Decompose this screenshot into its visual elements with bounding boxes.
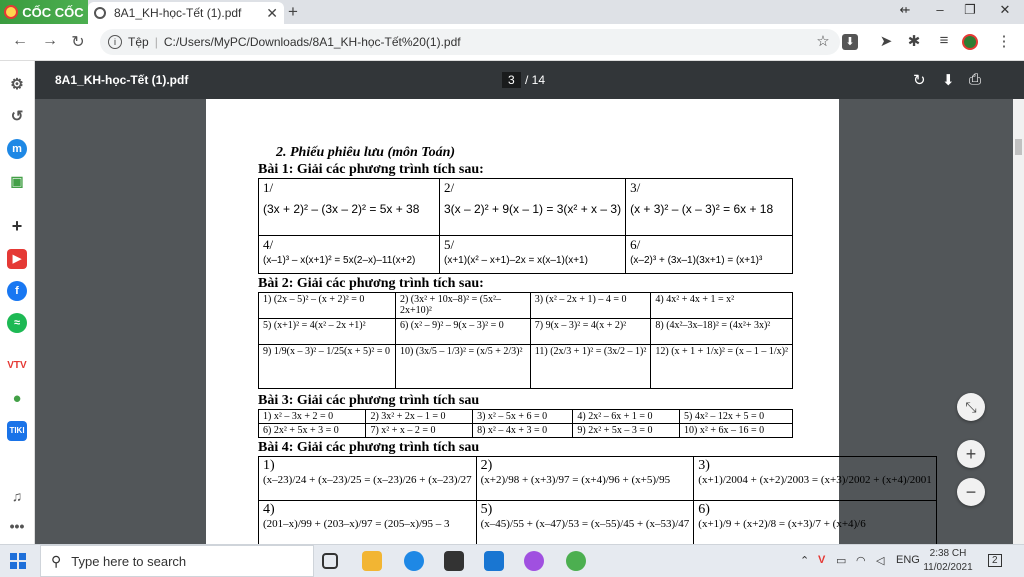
- clock-time: 2:38 CH: [929, 548, 967, 559]
- table-cell: 1) (x–23)/24 + (x–23)/25 = (x–23)/26 + (x–23)/27: [259, 457, 477, 501]
- pdf-toolbar: [35, 61, 1024, 99]
- coccoc-green-icon[interactable]: ●: [12, 390, 22, 407]
- url-text: C:/Users/MyPC/Downloads/8A1_KH-học-Tết%20(1).pdf: [163, 35, 461, 49]
- table-cell: 3) x² – 5x + 6 = 0: [473, 410, 573, 424]
- table-cell: 3) (x+1)/2004 + (x+2)/2003 = (x+3)/2002 + (x+4)/2001: [694, 457, 936, 501]
- store-icon[interactable]: [444, 551, 464, 571]
- navigation-bar: [0, 24, 1024, 61]
- exercise-3-table: [258, 409, 793, 438]
- separator: |: [154, 35, 158, 49]
- clock-date: 11/02/2021: [923, 562, 973, 573]
- tiki-icon[interactable]: TIKI: [7, 421, 27, 441]
- new-tab-button[interactable]: +: [288, 2, 298, 21]
- table-cell: 10) (3x/5 – 1/3)² = (x/5 + 2/3)²: [395, 345, 530, 389]
- menu-dots-icon[interactable]: ⋮: [996, 33, 1012, 50]
- table-cell: 6) (x² – 9)² – 9(x – 3)² = 0: [395, 319, 530, 345]
- settings-gear-icon[interactable]: ⚙: [10, 76, 24, 93]
- language-indicator[interactable]: ENG: [896, 554, 920, 566]
- extensions-puzzle-icon[interactable]: ✱: [907, 33, 921, 50]
- table-cell: 12) (x + 1 + 1/x)² = (x – 1 – 1/x)²: [651, 345, 793, 389]
- media-queue-icon[interactable]: ≡: [939, 32, 949, 49]
- mail-icon[interactable]: [484, 551, 504, 571]
- exercise-4-table: [258, 456, 937, 544]
- vertical-scrollbar[interactable]: [1013, 99, 1024, 544]
- search-icon: ⚲: [51, 552, 62, 569]
- table-cell: 2) (3x² + 10x–8)² = (5x²– 2x+10)²: [395, 293, 530, 319]
- vtv-icon[interactable]: VTV: [7, 360, 27, 371]
- table-cell: 6) (x+1)/9 + (x+2)/8 = (x+3)/7 + (x+4)/6: [694, 501, 936, 545]
- page-total: / 14: [525, 73, 546, 87]
- exercise-2-table: [258, 292, 793, 389]
- edge-icon[interactable]: [404, 551, 424, 571]
- messenger-taskbar-icon[interactable]: [524, 551, 544, 571]
- history-icon[interactable]: ↺: [10, 108, 24, 125]
- table-cell: 7) 9(x – 3)² = 4(x + 2)²: [530, 319, 651, 345]
- taskbar-search-box[interactable]: [40, 545, 314, 577]
- tab-pdf[interactable]: [88, 2, 284, 24]
- table-cell: 8) (4x²–3x–18)² = (4x²+ 3x)²: [651, 319, 793, 345]
- notification-bell-icon[interactable]: ♫: [11, 488, 23, 504]
- table-cell: 2) (x+2)/98 + (x+3)/97 = (x+4)/96 + (x+5)/95: [476, 457, 694, 501]
- exercise-3-title: Bài 3: Giải các phương trình tích sau: [258, 393, 480, 408]
- table-cell: 5) 4x² – 12x + 5 = 0: [679, 410, 792, 424]
- table-cell: 9) 2x² + 5x – 3 = 0: [573, 424, 680, 438]
- bookmark-star-icon[interactable]: ☆: [816, 33, 830, 50]
- battery-icon[interactable]: ▭: [836, 555, 847, 567]
- table-cell: 6) 2x² + 5x + 3 = 0: [259, 424, 366, 438]
- table-cell: 2/ 3(x – 2)² + 9(x – 1) = 3(x² + x – 3): [440, 179, 626, 236]
- globe-icon: [94, 7, 106, 19]
- table-cell: 4/ (x–1)³ – x(x+1)² = 5x(2–x)–11(x+2): [259, 236, 440, 274]
- spotify-icon[interactable]: ≈: [7, 313, 27, 333]
- table-cell: 4) (201–x)/99 + (203–x)/97 = (205–x)/95 – 3: [259, 501, 477, 545]
- tab-title: 8A1_KH-học-Tết (1).pdf: [114, 6, 242, 20]
- notification-center-icon[interactable]: 2: [988, 554, 1002, 567]
- table-cell: 5) (x+1)² = 4(x² – 2x +1)²: [259, 319, 396, 345]
- zoom-out-button[interactable]: −: [957, 478, 985, 506]
- search-placeholder: Type here to search: [71, 553, 187, 569]
- brand-label: CỐC CỐC: [22, 4, 84, 20]
- coccoc-logo-icon: [4, 5, 18, 19]
- back-arrow-icon[interactable]: ←: [12, 32, 28, 49]
- table-cell: 9) 1/9(x – 3)² – 1/25(x + 5)² = 0: [259, 345, 396, 389]
- tab-search-icon[interactable]: ⇷: [899, 2, 911, 17]
- reload-icon[interactable]: ↻: [71, 34, 85, 51]
- table-cell: 3) (x² – 2x + 1) – 4 = 0: [530, 293, 651, 319]
- table-cell: 5/ (x+1)(x² – x+1)–2x = x(x–1)(x+1): [440, 236, 626, 274]
- exercise-1-table: [258, 178, 793, 274]
- fit-page-icon[interactable]: ⤡: [957, 393, 985, 421]
- wifi-icon[interactable]: ◠: [856, 555, 866, 567]
- scrollbar-thumb[interactable]: [1015, 139, 1022, 155]
- table-cell: 1/ (3x + 2)² – (3x – 2)² = 5x + 38: [259, 179, 440, 236]
- file-explorer-icon[interactable]: [362, 551, 382, 571]
- rotate-icon[interactable]: ↻: [913, 72, 926, 89]
- coccoc-taskbar-icon[interactable]: [566, 551, 586, 571]
- exercise-2-title: Bài 2: Giải các phương trình tích sau:: [258, 276, 484, 291]
- add-sidebar-item-icon[interactable]: +: [11, 216, 23, 236]
- table-cell: 1) x² – 3x + 2 = 0: [259, 410, 366, 424]
- download-icon[interactable]: ⬇: [842, 34, 858, 50]
- info-icon[interactable]: i: [108, 35, 122, 49]
- table-cell: 4) 2x² – 6x + 1 = 0: [573, 410, 680, 424]
- section-heading: 2. Phiếu phiêu lưu (môn Toán): [276, 145, 456, 160]
- antivirus-tray-icon[interactable]: V: [818, 554, 826, 566]
- table-cell: 8) x² – 4x + 3 = 0: [473, 424, 573, 438]
- more-icon[interactable]: •••: [9, 518, 25, 534]
- table-cell: 7) x² + x – 2 = 0: [366, 424, 473, 438]
- volume-icon[interactable]: ◁: [876, 555, 885, 567]
- table-cell: 2) 3x² + 2x – 1 = 0: [366, 410, 473, 424]
- download-icon[interactable]: ⬇: [942, 72, 955, 89]
- table-cell: 3/ (x + 3)² – (x – 3)² = 6x + 18: [626, 179, 793, 236]
- window-close-button[interactable]: ✕: [999, 2, 1011, 17]
- pdf-title: 8A1_KH-học-Tết (1).pdf: [55, 73, 189, 87]
- coccoc-brand-button[interactable]: [0, 0, 88, 24]
- table-cell: 1) (2x – 5)² – (x + 2)² = 0: [259, 293, 396, 319]
- print-icon[interactable]: ⎙: [969, 71, 982, 88]
- tab-strip: [0, 0, 1024, 24]
- game-controller-icon[interactable]: ▣: [10, 173, 24, 189]
- youtube-icon[interactable]: ▶: [7, 249, 27, 269]
- exercise-4-title: Bài 4: Giải các phương trình tích sau: [258, 440, 480, 455]
- pdf-viewer[interactable]: [35, 99, 1013, 544]
- table-cell: 11) (2x/3 + 1)² = (3x/2 – 1)²: [530, 345, 651, 389]
- send-icon[interactable]: ➤: [879, 33, 893, 50]
- windows-taskbar: [0, 544, 1024, 577]
- forward-arrow-icon[interactable]: →: [42, 32, 58, 49]
- address-bar[interactable]: [100, 29, 840, 55]
- minimize-button[interactable]: –: [936, 2, 944, 17]
- table-cell: 6/ (x–2)³ + (3x–1)(3x+1) = (x+1)³: [626, 236, 793, 274]
- facebook-icon[interactable]: f: [7, 281, 27, 301]
- table-cell: 4) 4x² + 4x + 1 = x²: [651, 293, 793, 319]
- site-label: Tệp: [128, 35, 149, 49]
- restore-button[interactable]: ❐: [964, 2, 976, 17]
- zoom-in-button[interactable]: +: [957, 440, 985, 468]
- taskbar-clock[interactable]: [918, 547, 978, 575]
- table-cell: 5) (x–45)/55 + (x–47)/53 = (x–55)/45 + (x–53)/47: [476, 501, 694, 545]
- windows-start-icon[interactable]: [10, 553, 26, 569]
- tray-chevron-icon[interactable]: ⌃: [800, 555, 810, 567]
- pdf-page: [206, 99, 932, 544]
- coccoc-sidebar: [0, 61, 35, 544]
- close-tab-icon[interactable]: ✕: [266, 4, 278, 21]
- task-view-icon[interactable]: [322, 553, 338, 569]
- table-cell: 10) x² + 6x – 16 = 0: [679, 424, 792, 438]
- messenger-icon[interactable]: m: [7, 139, 27, 159]
- profile-avatar-icon[interactable]: [962, 34, 978, 50]
- page-number-input[interactable]: 3: [502, 72, 521, 88]
- exercise-1-title: Bài 1: Giải các phương trình tích sau:: [258, 162, 484, 177]
